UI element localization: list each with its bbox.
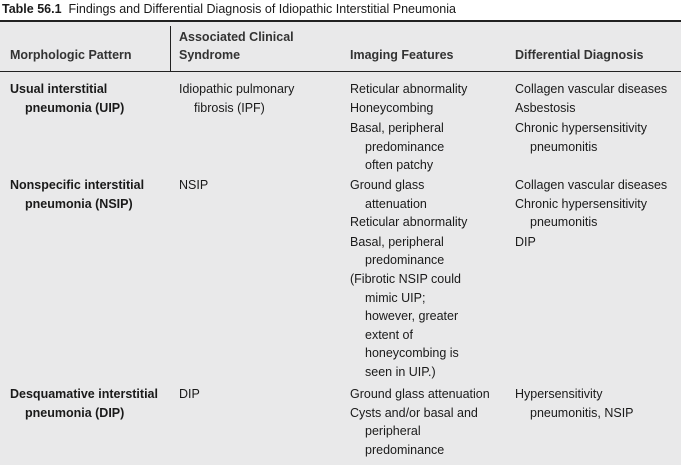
table-caption <box>0 0 681 20</box>
caption-label: Table 56.1 <box>2 2 62 16</box>
pattern-line: Usual interstitial <box>10 82 108 96</box>
header-rule <box>0 71 681 72</box>
imaging-line: predominance <box>365 253 445 268</box>
imaging-line: predominance <box>365 139 445 154</box>
top-rule <box>0 20 681 22</box>
differential-line: Chronic hypersensitivity <box>515 196 647 211</box>
pattern-line: pneumonia (UIP) <box>25 100 125 115</box>
imaging-line: Ground glass <box>350 178 425 192</box>
header-pattern: Morphologic Pattern <box>10 48 132 62</box>
differential-line: pneumonitis <box>530 139 598 154</box>
row-uip-syndrome <box>179 80 294 117</box>
imaging-line: predominance <box>365 442 445 457</box>
imaging-line: peripheral <box>365 424 421 439</box>
imaging-line: extent of <box>365 327 413 342</box>
imaging-line: Honeycombing <box>350 100 434 115</box>
imaging-line: Basal, peripheral <box>350 121 444 136</box>
pattern-line: Desquamative interstitial <box>10 387 158 401</box>
imaging-line: Reticular abnormality <box>350 82 468 96</box>
imaging-line: mimic UIP; <box>365 290 426 305</box>
row-nsip-syndrome <box>179 176 208 195</box>
pattern-line: pneumonia (DIP) <box>25 405 125 420</box>
differential-line: pneumonitis, NSIP <box>530 405 634 420</box>
header-syndrome-1: Associated Clinical <box>179 30 294 44</box>
pattern-line: pneumonia (NSIP) <box>25 196 133 211</box>
header-divider <box>170 26 171 71</box>
header-differential: Differential Diagnosis <box>515 48 644 62</box>
imaging-line: Cysts and/or basal and <box>350 405 478 420</box>
differential-line: pneumonitis <box>530 215 598 230</box>
syndrome-line: Idiopathic pulmonary <box>179 82 295 96</box>
differential-line: Asbestosis <box>515 100 576 115</box>
differential-line: Chronic hypersensitivity <box>515 121 647 136</box>
imaging-line: Reticular abnormality <box>350 215 468 230</box>
syndrome-line: fibrosis (IPF) <box>194 100 265 115</box>
pattern-line: Nonspecific interstitial <box>10 178 145 192</box>
row-dip-pattern <box>10 385 158 422</box>
imaging-line: Ground glass attenuation <box>350 387 490 401</box>
differential-line: Collagen vascular diseases <box>515 178 668 192</box>
row-dip-imaging <box>350 385 490 459</box>
syndrome-line: DIP <box>179 387 200 401</box>
imaging-line: often patchy <box>365 158 434 173</box>
differential-line: Collagen vascular diseases <box>515 82 668 96</box>
imaging-line: attenuation <box>365 196 427 211</box>
row-nsip-pattern <box>10 176 144 213</box>
imaging-line: (Fibrotic NSIP could <box>350 271 461 286</box>
differential-line: Hypersensitivity <box>515 387 603 401</box>
row-nsip-differential <box>515 176 667 251</box>
row-uip-differential <box>515 80 667 156</box>
syndrome-line: NSIP <box>179 178 209 192</box>
imaging-line: seen in UIP.) <box>365 364 436 379</box>
row-dip-syndrome <box>179 385 200 404</box>
imaging-line: honeycombing is <box>365 346 459 361</box>
row-nsip-imaging <box>350 176 467 382</box>
header-syndrome-2: Syndrome <box>179 48 241 62</box>
imaging-line: however, greater <box>365 309 459 324</box>
row-uip-pattern <box>10 80 124 117</box>
caption-title: Findings and Differential Diagnosis of Idiopathic Interstitial Pneumonia <box>68 2 456 16</box>
imaging-line: Basal, peripheral <box>350 234 444 249</box>
row-dip-differential <box>515 385 634 422</box>
differential-line: DIP <box>515 234 536 249</box>
header-imaging: Imaging Features <box>350 48 454 62</box>
row-uip-imaging <box>350 80 467 175</box>
